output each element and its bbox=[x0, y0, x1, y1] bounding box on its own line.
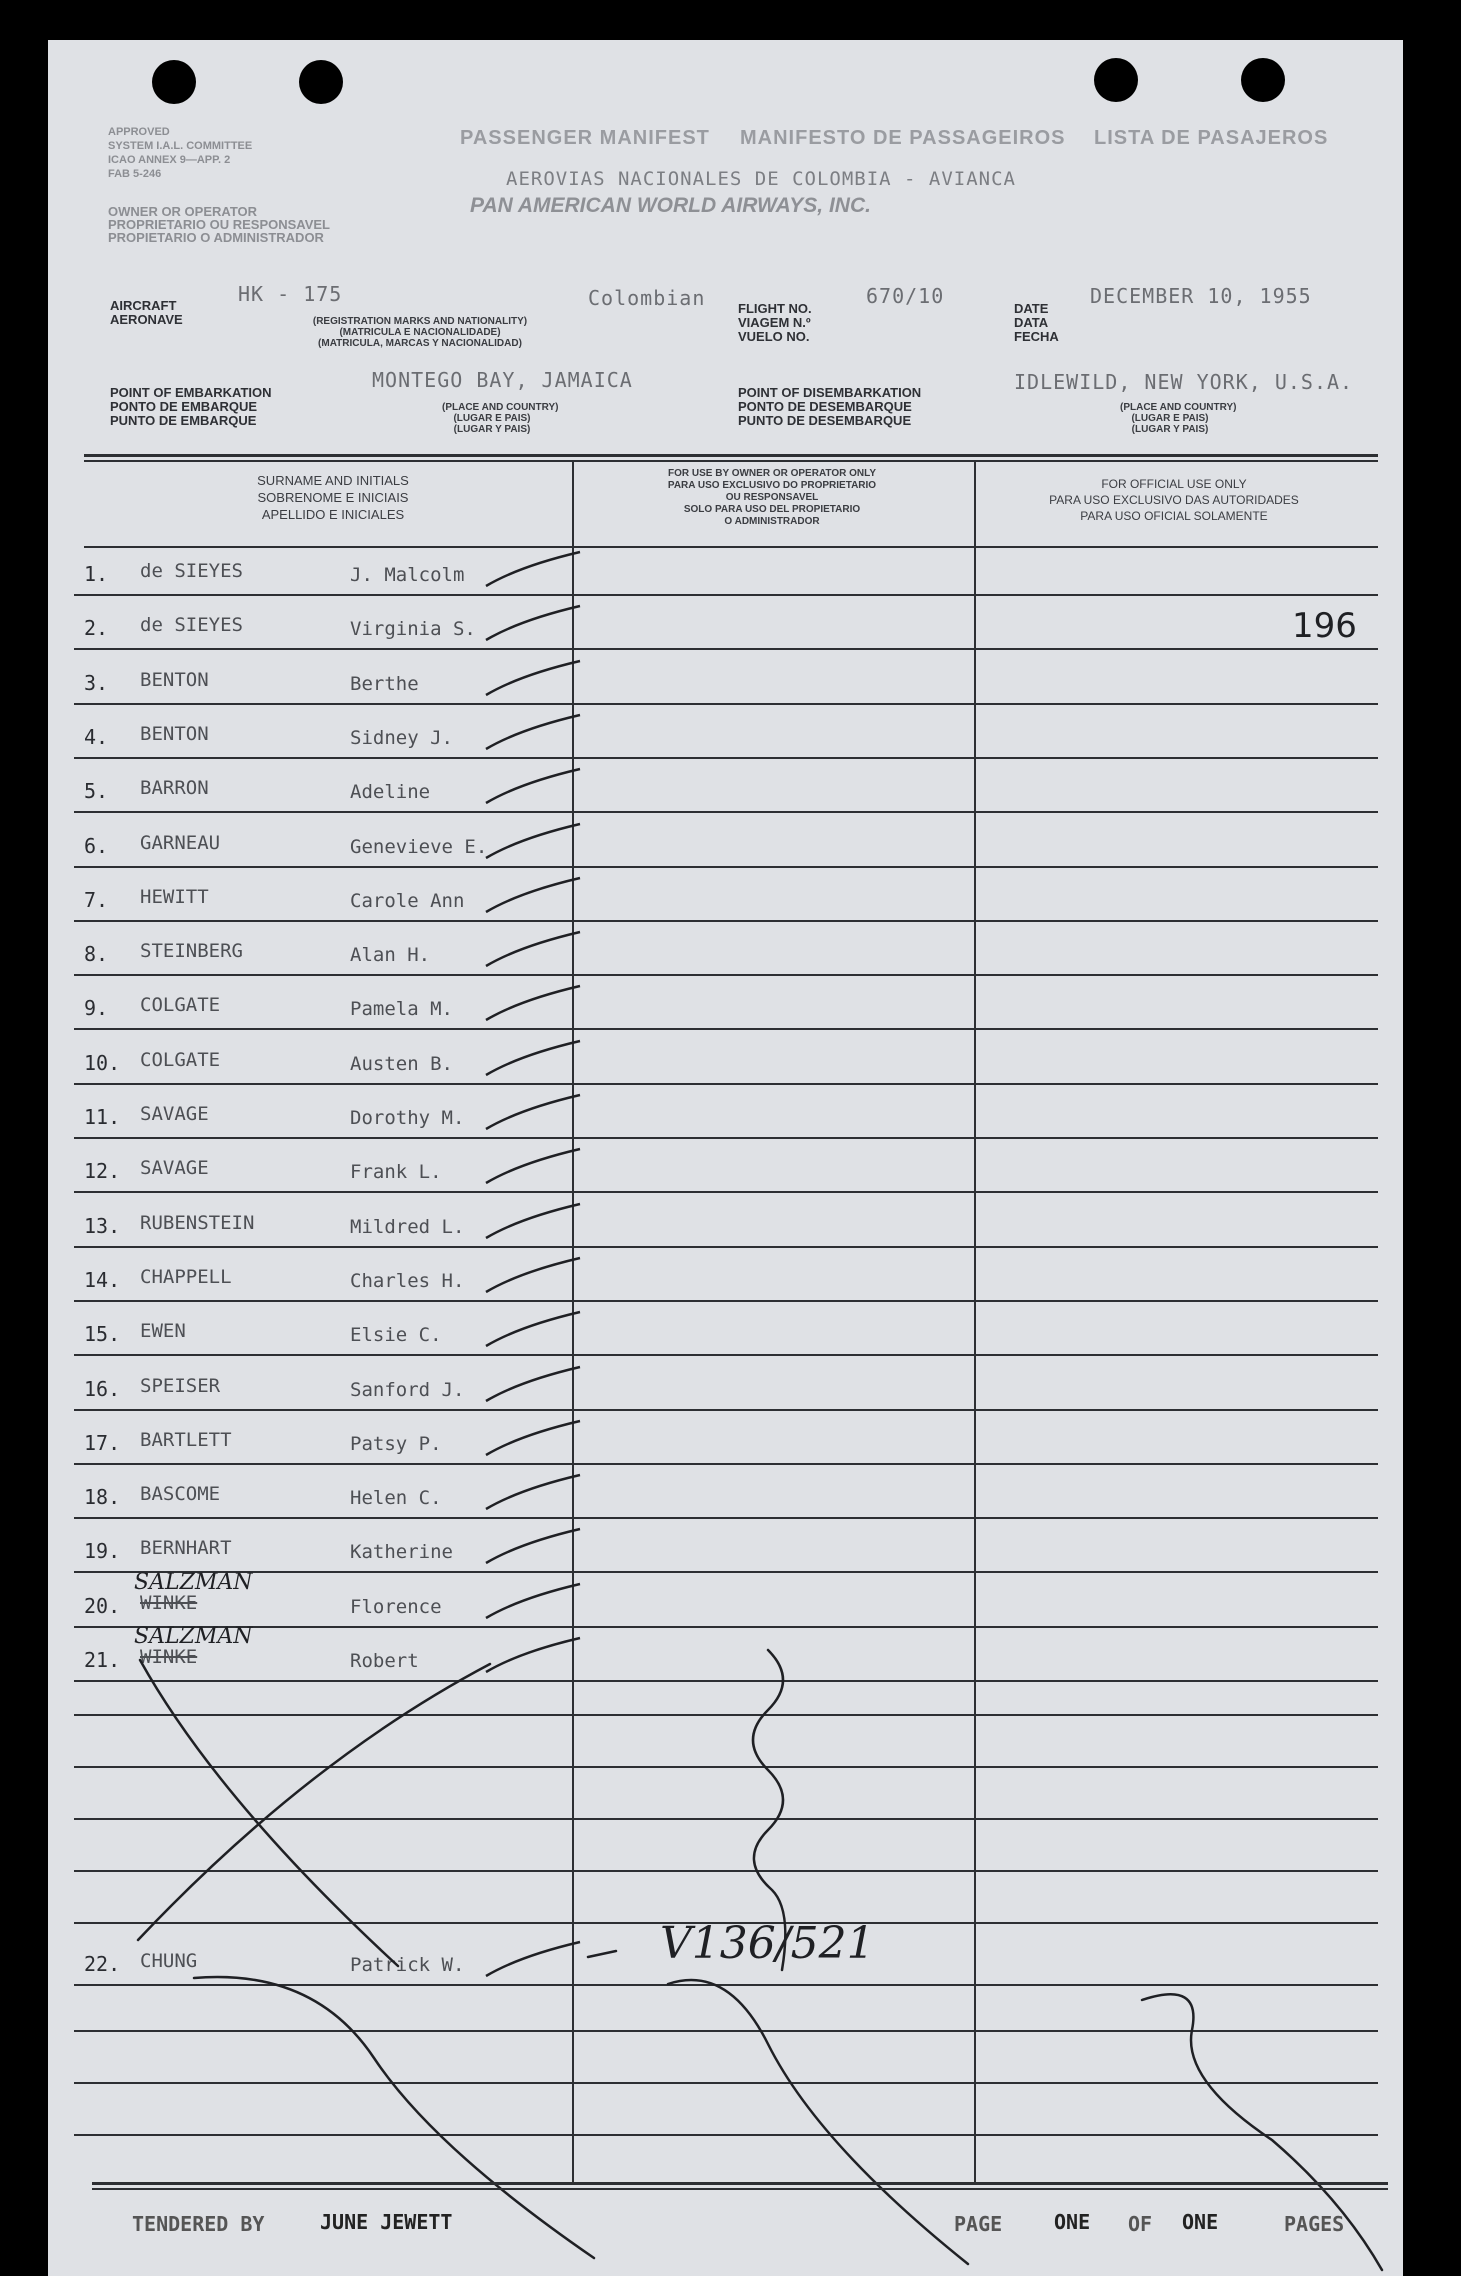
passenger-surname: BERNHART bbox=[140, 1537, 232, 1560]
page-number: ONE bbox=[1054, 2210, 1091, 2234]
row-number: 4. bbox=[84, 724, 109, 749]
passenger-given-name: Berthe bbox=[350, 672, 419, 695]
owner-label: OWNER OR OPERATOR PROPRIETARIO OU RESPONSAVEL PROPIETARIO O ADMINISTRADOR bbox=[108, 204, 330, 245]
passenger-given-name: Patsy P. bbox=[350, 1432, 442, 1455]
embarkation-label: POINT OF EMBARKATION PONTO DE EMBARQUE PUNTO DE EMBARQUE bbox=[110, 385, 272, 428]
pen-marks bbox=[48, 40, 1403, 2276]
row-number: 5. bbox=[84, 779, 109, 804]
names-column-header: SURNAME AND INITIALS SOBRENOME E INICIAIS APELLIDO E INICIALES bbox=[257, 473, 409, 522]
passenger-given-name: Frank L. bbox=[350, 1161, 442, 1184]
official-number: 196 bbox=[1292, 606, 1357, 646]
wavy-stroke bbox=[668, 1980, 968, 2264]
row-number: 19. bbox=[84, 1539, 121, 1564]
approval-line: FAB 5-246 bbox=[108, 168, 162, 180]
handwritten-surname: SALZMAN bbox=[134, 1569, 253, 1595]
passenger-given-name: Sidney J. bbox=[350, 726, 453, 749]
pages-label: PAGES bbox=[1284, 2212, 1345, 2236]
footer-rule bbox=[92, 2182, 1388, 2185]
passenger-given-name: Virginia S. bbox=[350, 618, 476, 641]
passenger-given-name: Mildred L. bbox=[350, 1215, 465, 1238]
footer-rule bbox=[92, 2188, 1388, 2190]
aircraft-registration: HK - 175 bbox=[238, 282, 343, 306]
passenger-given-name: Alan H. bbox=[350, 944, 431, 967]
approval-line: ICAO ANNEX 9—APP. 2 bbox=[108, 154, 231, 166]
passenger-given-name: Patrick W. bbox=[350, 1954, 465, 1976]
row-number: 15. bbox=[84, 1322, 121, 1347]
row-number: 9. bbox=[84, 996, 109, 1021]
passenger-surname: BARRON bbox=[140, 777, 209, 800]
passenger-given-name: J. Malcolm bbox=[350, 564, 465, 586]
passenger-given-name: Helen C. bbox=[350, 1487, 442, 1510]
row-number: 20. bbox=[84, 1593, 121, 1618]
tick-stroke bbox=[588, 1951, 616, 1957]
disembarkation-place: IDLEWILD, NEW YORK, U.S.A. bbox=[1014, 370, 1354, 394]
ticket-number: V136/521 bbox=[660, 1918, 875, 1969]
disembarkation-sublabel: (PLACE AND COUNTRY) (LUGAR E PAIS) (LUGAR Y PAIS) bbox=[1120, 402, 1237, 435]
passenger-surname: BASCOME bbox=[140, 1483, 221, 1506]
passenger-surname: HEWITT bbox=[140, 885, 209, 908]
row-number: 11. bbox=[84, 1105, 121, 1129]
passenger-given-name: Austen B. bbox=[350, 1052, 453, 1075]
passenger-surname: SAVAGE bbox=[140, 1103, 209, 1125]
form-title-en: PASSENGER MANIFEST bbox=[460, 127, 710, 149]
row-number: 12. bbox=[84, 1159, 121, 1184]
passenger-surname: COLGATE bbox=[140, 1048, 221, 1071]
flight-date: DECEMBER 10, 1955 bbox=[1090, 284, 1312, 308]
passenger-given-name: Genevieve E. bbox=[350, 835, 488, 858]
operator-name-struck: PAN AMERICAN WORLD AIRWAYS, INC. bbox=[470, 194, 871, 217]
passenger-surname: BENTON bbox=[140, 722, 209, 745]
passenger-surname: CHUNG bbox=[140, 1950, 198, 1972]
disembarkation-label: POINT OF DISEMBARKATION PONTO DE DESEMBARQUE PUNTO DE DESEMBARQUE bbox=[738, 385, 922, 428]
flight-number: 670/10 bbox=[866, 284, 945, 308]
row-number: 22. bbox=[84, 1952, 121, 1976]
row-number: 1. bbox=[84, 562, 109, 586]
official-column-header: FOR OFFICIAL USE ONLY PARA USO EXCLUSIVO DAS AUTORIDADES PARA USO OFICIAL SOLAMENTE bbox=[1049, 477, 1299, 523]
passenger-surname: BARTLETT bbox=[140, 1428, 232, 1451]
passenger-given-name: Pamela M. bbox=[350, 998, 453, 1021]
row-number: 6. bbox=[84, 833, 109, 858]
row-number: 8. bbox=[84, 942, 109, 967]
embarkation-sublabel: (PLACE AND COUNTRY) (LUGAR E PAIS) (LUGAR Y PAIS) bbox=[442, 402, 559, 435]
passenger-surname: COLGATE bbox=[140, 994, 221, 1017]
footer-name: JUNE JEWETT bbox=[320, 2210, 453, 2234]
approval-line: APPROVED bbox=[108, 126, 170, 138]
row-number: 7. bbox=[84, 887, 109, 912]
passenger-surname: BENTON bbox=[140, 668, 209, 691]
passenger-given-name: Florence bbox=[350, 1595, 442, 1618]
row-number: 14. bbox=[84, 1267, 121, 1292]
passenger-given-name: Dorothy M. bbox=[350, 1107, 465, 1129]
passenger-surname: SAVAGE bbox=[140, 1157, 209, 1180]
passenger-given-name: Charles H. bbox=[350, 1269, 465, 1292]
row-number: 21. bbox=[84, 1648, 121, 1672]
row-number: 18. bbox=[84, 1485, 121, 1510]
passenger-surname: STEINBERG bbox=[140, 940, 243, 963]
wavy-stroke bbox=[753, 1650, 785, 1970]
row-number: 2. bbox=[84, 616, 109, 641]
manifest-sheet bbox=[48, 40, 1403, 2276]
passenger-given-name: Carole Ann bbox=[350, 889, 465, 912]
passenger-surname: WINKE bbox=[140, 1646, 198, 1668]
date-label: DATE DATA FECHA bbox=[1014, 301, 1059, 344]
passenger-given-name: Sanford J. bbox=[350, 1378, 465, 1401]
cross-out-stroke bbox=[138, 1664, 490, 1940]
row-number: 13. bbox=[84, 1213, 121, 1238]
form-title-pt: MANIFESTO DE PASSAGEIROS bbox=[740, 127, 1066, 149]
passenger-given-name: Robert bbox=[350, 1650, 419, 1672]
passenger-surname: de SIEYES bbox=[140, 560, 243, 582]
passenger-surname: de SIEYES bbox=[140, 614, 243, 637]
embarkation-place: MONTEGO BAY, JAMAICA bbox=[372, 368, 633, 392]
aircraft-label: AIRCRAFT AERONAVE bbox=[110, 298, 183, 327]
aircraft-nationality: Colombian bbox=[588, 286, 706, 310]
passenger-surname: WINKE bbox=[140, 1591, 198, 1614]
passenger-given-name: Elsie C. bbox=[350, 1324, 442, 1347]
row-number: 3. bbox=[84, 670, 109, 695]
passenger-surname: GARNEAU bbox=[140, 831, 221, 854]
footer-label: TENDERED BY bbox=[132, 2212, 265, 2236]
of-label: OF bbox=[1128, 2212, 1153, 2236]
cross-out-stroke bbox=[140, 1660, 398, 1966]
registration-sublabel: (REGISTRATION MARKS AND NATIONALITY) (MATRICULA E NACIONALIDADE) (MATRICULA, MARCAS Y NACIONALIDAD) bbox=[312, 316, 528, 349]
passenger-surname: RUBENSTEIN bbox=[140, 1211, 255, 1234]
handwritten-surname: SALZMAN bbox=[134, 1624, 253, 1649]
page-total: ONE bbox=[1182, 2210, 1219, 2234]
page-label: PAGE bbox=[954, 2212, 1003, 2236]
passenger-given-name: Katherine bbox=[350, 1541, 453, 1564]
approval-line: SYSTEM I.A.L. COMMITTEE bbox=[108, 140, 253, 152]
passenger-given-name: Adeline bbox=[350, 781, 431, 804]
passenger-surname: EWEN bbox=[140, 1320, 186, 1343]
form-title-es: LISTA DE PASAJEROS bbox=[1094, 127, 1329, 149]
flight-label: FLIGHT NO. VIAGEM N.º VUELO NO. bbox=[738, 301, 812, 344]
operator-column-header: FOR USE BY OWNER OR OPERATOR ONLY PARA USO EXCLUSIVO DO PROPRIETARIO OU RESPONSAVEL SOLO PARA USO DEL PROPIETARIO O ADMINISTRADOR bbox=[667, 468, 877, 527]
passenger-surname: CHAPPELL bbox=[140, 1265, 232, 1288]
row-number: 17. bbox=[84, 1430, 121, 1455]
row-number: 16. bbox=[84, 1376, 121, 1401]
row-number: 10. bbox=[84, 1050, 121, 1075]
wavy-stroke bbox=[1142, 1994, 1382, 2270]
operator-name: AEROVIAS NACIONALES DE COLOMBIA - AVIANCA bbox=[506, 168, 1016, 190]
passenger-surname: SPEISER bbox=[140, 1374, 221, 1397]
